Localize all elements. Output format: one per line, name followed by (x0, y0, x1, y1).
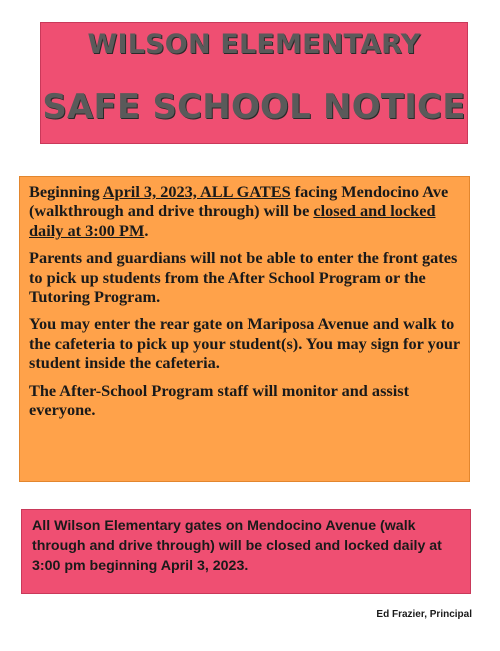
underlined-closed-time: closed and locked daily at 3:00 PM (29, 201, 436, 240)
school-name-heading: WILSON ELEMENTARY (87, 29, 421, 60)
notice-body (19, 176, 470, 482)
paragraph-text: facing Mendocino Ave (walkthrough and drive through) will be (29, 182, 449, 221)
paragraph-parents: Parents and guardians will not be able to enter the front gates to pick up students from the After School Program or the Tutoring Program. (29, 248, 458, 307)
principal-signature: Ed Frazier, Principal (376, 609, 472, 620)
header-banner (40, 22, 468, 144)
underlined-date-gates: April 3, 2023, ALL GATES (102, 182, 291, 201)
paragraph-text: Beginning (29, 182, 103, 201)
summary-notice: All Wilson Elementary gates on Mendocino Avenue (walk through and drive through) will be closed and locked daily at 3:00 pm beginning April 3, 2023. (21, 509, 471, 594)
paragraph-staff: The After-School Program staff will monitor and assist everyone. (29, 380, 410, 420)
notice-title-heading: SAFE SCHOOL NOTICE (42, 87, 466, 127)
paragraph-gate-closure (29, 182, 461, 240)
paragraph-text: . (144, 220, 149, 240)
paragraph-rear-gate: You may enter the rear gate on Mariposa Avenue and walk to the cafeteria to pick up your student(s). You may sign for your student inside the cafeteria. (29, 314, 460, 373)
